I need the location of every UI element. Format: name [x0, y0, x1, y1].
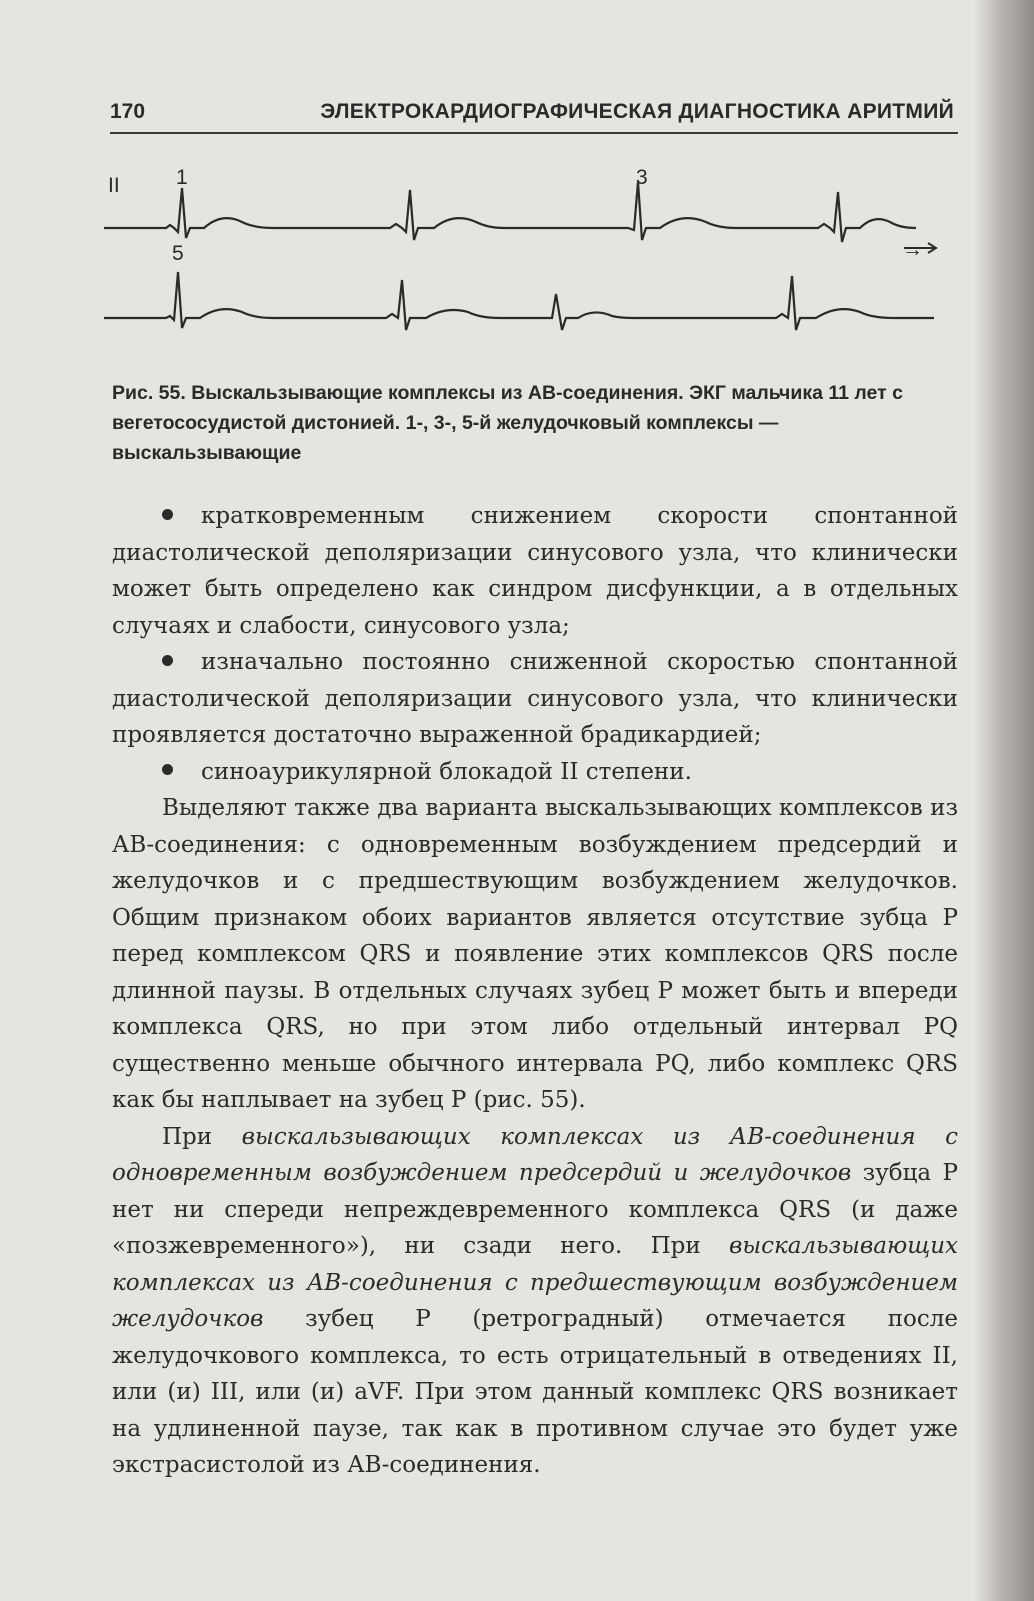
paragraph-2-italic-2: выскальзывающих комплексах из АВ-соединения с предшествующим возбуждением желудочков — [112, 1233, 958, 1332]
lead-label: II — [108, 174, 120, 197]
continuation-arrow: → — [902, 238, 923, 261]
running-header — [110, 98, 958, 134]
bullet-dot — [162, 764, 173, 775]
ecg-trace-lower — [104, 272, 934, 330]
paragraph-2-text-2: зубца Р нет ни спереди непреждевременного комплекса QRS (и даже «позжевременного»), ни сзади него. При — [112, 1160, 958, 1259]
paragraph-2 — [112, 1119, 958, 1484]
ecg-figure — [104, 160, 962, 340]
complex-label-1: 1 — [176, 166, 188, 189]
bullet-text: кратковременным снижением скорости спонтанной диастолической деполяризации синусового узла, что клинически может быть определено как синдром дисфункции, а в отдельных случаях и слабости, синусового узла; — [112, 503, 958, 639]
paragraph-2-text-1: При — [162, 1123, 242, 1150]
list-item — [112, 754, 958, 791]
body-text — [112, 498, 958, 1484]
complex-label-3: 3 — [636, 166, 648, 189]
list-item — [112, 644, 958, 754]
running-title: ЭЛЕКТРОКАРДИОГРАФИЧЕСКАЯ ДИАГНОСТИКА АРИТМИЙ — [320, 100, 954, 123]
page-edge-shadow — [974, 0, 1034, 1601]
page-number: 170 — [110, 100, 146, 123]
paragraph-1: Выделяют также два варианта выскальзывающих комплексов из АВ-соединения: с одновременным возбуждением предсердий и желудочков и с предшествующим возбуждением желудочков. Общим признаком обоих вариантов является отсутствие зубца Р перед комплексом QRS и появление этих комплексов QRS после длинной паузы. В отдельных случаях зубец Р может быть и впереди комплекса QRS, но при этом либо отдельный интервал PQ существенно меньше обычного интервала PQ, либо комплекс QRS как бы наплывает на зубец Р (рис. 55). — [112, 795, 958, 1113]
complex-label-5: 5 — [172, 242, 184, 265]
bullet-dot — [162, 509, 173, 520]
bullet-dot — [162, 655, 173, 666]
bullet-text: синоаурикулярной блокадой II степени. — [201, 758, 692, 785]
paragraph-2-text-3: зубец Р (ретроградный) отмечается после желудочкового комплекса, то есть отрицательный в отведениях II, или (и) III, или (и) aVF. При этом данный комплекс QRS возникает на удлиненной паузе, так как в противном случае это будет уже экстрасистолой из АВ-соединения. — [112, 1306, 958, 1478]
paragraph-2-italic-1: выскальзывающих комплексах из АВ-соединения с одновременным возбуждением предсердий и желудочков — [112, 1123, 958, 1186]
figure-caption: Рис. 55. Выскальзывающие комплексы из АВ-соединения. ЭКГ мальчика 11 лет с вегетососудистой дистонией. 1-, 3-, 5-й желудочковый комплексы — выскальзывающие — [112, 382, 903, 464]
bullet-text: изначально постоянно сниженной скоростью спонтанной диастолической деполяризации синусового узла, что клинически проявляется достаточно выраженной брадикардией; — [112, 649, 958, 748]
list-item — [112, 498, 958, 644]
ecg-trace-upper — [104, 182, 916, 242]
